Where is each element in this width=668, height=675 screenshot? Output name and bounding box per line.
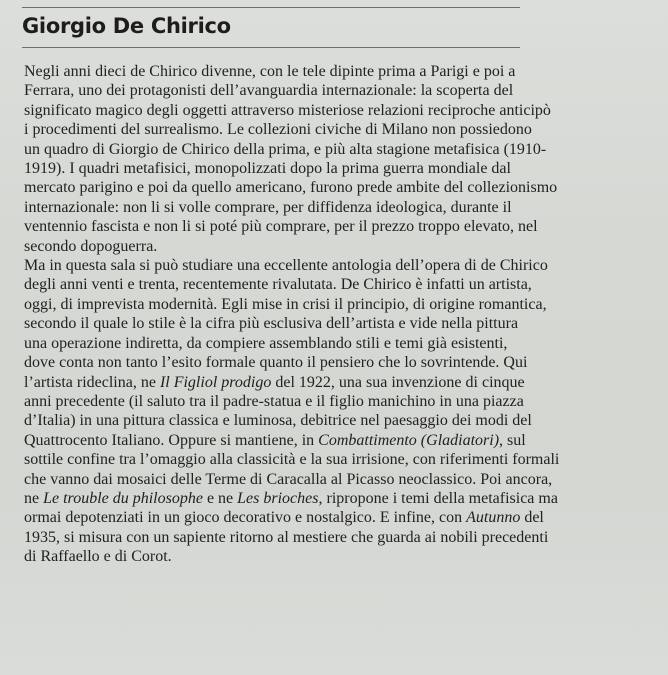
top-divider bbox=[22, 7, 520, 8]
text-segment: Quattrocento Italiano. Oppure si mantiene, in bbox=[24, 431, 319, 449]
text-segment: Ma in questa sala si può studiare una eccellente antologia dell’opera di de Chirico bbox=[24, 257, 548, 275]
text-segment: , ripropone i temi della metafisica ma bbox=[318, 489, 558, 507]
artwork-title: Combattimento (Gladiatori) bbox=[318, 431, 500, 449]
text-line bbox=[24, 528, 639, 547]
text-line bbox=[24, 237, 639, 256]
text-line bbox=[24, 178, 639, 197]
text-line bbox=[24, 373, 639, 392]
text-segment: oggi, di imprevista modernità. Egli mise in crisi il principio, di origine romantica, bbox=[24, 295, 547, 313]
text-line bbox=[24, 295, 639, 314]
text-line bbox=[24, 353, 639, 372]
text-segment: i procedimenti del surrealismo. Le collezioni civiche di Milano non possiedono bbox=[24, 121, 532, 139]
text-segment: internazionale: non li si volle comprare, per diffidenza ideologica, durante il bbox=[24, 198, 512, 216]
text-line bbox=[24, 256, 639, 275]
text-segment: che vanno dai mosaici delle Terme di Caracalla al Picasso neoclassico. Poi ancora, bbox=[24, 470, 553, 488]
text-line bbox=[24, 411, 639, 430]
text-segment: del 1922, una sua invenzione di cinque bbox=[271, 373, 525, 391]
text-segment: ormai depotenziati in un gioco decorativo e nostalgico. E infine, con bbox=[24, 509, 467, 527]
text-segment: secondo dopoguerra. bbox=[24, 237, 158, 255]
text-line bbox=[24, 547, 639, 566]
text-line bbox=[24, 275, 639, 294]
text-line bbox=[24, 217, 639, 236]
text-line bbox=[24, 159, 639, 178]
text-line bbox=[24, 140, 639, 159]
artwork-title: Autunno bbox=[466, 509, 521, 527]
text-segment: 1919). I quadri metafisici, monopolizzati dopo la prima guerra mondiale dal bbox=[24, 160, 511, 178]
text-segment: d’Italia) in una pittura classica e luminosa, debitrice nel paesaggio dei modi del bbox=[24, 412, 532, 430]
text-segment: , sul bbox=[499, 431, 526, 449]
text-line bbox=[24, 62, 639, 81]
text-line bbox=[24, 314, 639, 333]
text-segment: un quadro di Giorgio de Chirico della prima, e più alta stagione metafisica (1910- bbox=[24, 140, 547, 158]
text-line bbox=[24, 120, 639, 139]
text-segment: dove conta non tanto l’esito formale quanto il pensiero che lo sovrintende. Qui bbox=[24, 354, 528, 372]
text-line bbox=[24, 489, 639, 508]
text-segment: Ferrara, uno dei protagonisti dell’avanguardia internazionale: la scoperta del bbox=[24, 82, 514, 100]
text-segment: l’artista rideclina, ne bbox=[24, 373, 160, 391]
text-segment: di Raffaello e di Corot. bbox=[24, 548, 172, 566]
artwork-title: Il Figliol prodigo bbox=[159, 373, 272, 391]
text-line bbox=[24, 470, 639, 489]
panel-title: Giorgio De Chirico bbox=[22, 14, 231, 38]
text-line bbox=[24, 450, 639, 469]
text-segment: del bbox=[520, 509, 544, 527]
text-segment: mercato parigino e poi da quello americano, furono prede ambite del collezionismo bbox=[24, 179, 558, 197]
artwork-title: Le trouble du philosophe bbox=[43, 489, 203, 507]
text-segment: ne bbox=[24, 489, 44, 507]
text-line bbox=[24, 101, 639, 120]
text-line bbox=[24, 334, 639, 353]
biography-text bbox=[24, 62, 639, 567]
text-segment: significato magico degli oggetti attraverso misteriose relazioni reciproche anticipò bbox=[24, 101, 551, 119]
text-line bbox=[24, 392, 639, 411]
text-segment: secondo il quale lo stile è la cifra più esclusiva dell’artista e vide nella pittura bbox=[24, 315, 519, 333]
title-underline bbox=[22, 47, 520, 48]
text-segment: una operazione indiretta, da compiere assemblando stili e temi già esistenti, bbox=[24, 334, 508, 352]
text-segment: degli anni venti e trenta, recentemente rivalutata. De Chirico è infatti un artista, bbox=[24, 276, 532, 294]
text-segment: anni precedente (il saluto tra il padre-statua e il figlio manichino in una piazza bbox=[24, 392, 524, 410]
text-line bbox=[24, 431, 639, 450]
artwork-title: Les brioches bbox=[237, 489, 319, 507]
text-segment: Negli anni dieci de Chirico divenne, con le tele dipinte prima a Parigi e poi a bbox=[24, 63, 516, 80]
text-line bbox=[24, 508, 639, 527]
text-segment: sottile confine tra l’omaggio alla classicità e la sua irrisione, con riferimenti formali bbox=[24, 451, 560, 469]
text-segment: 1935, si misura con un sapiente ritorno al mestiere che guarda ai nobili precedenti bbox=[24, 528, 549, 546]
text-segment: e ne bbox=[202, 489, 238, 507]
text-segment: ventennio fascista e non li si poté più comprare, per il prezzo troppo elevato, nel bbox=[24, 218, 538, 236]
text-line bbox=[24, 198, 639, 217]
text-line bbox=[24, 81, 639, 100]
